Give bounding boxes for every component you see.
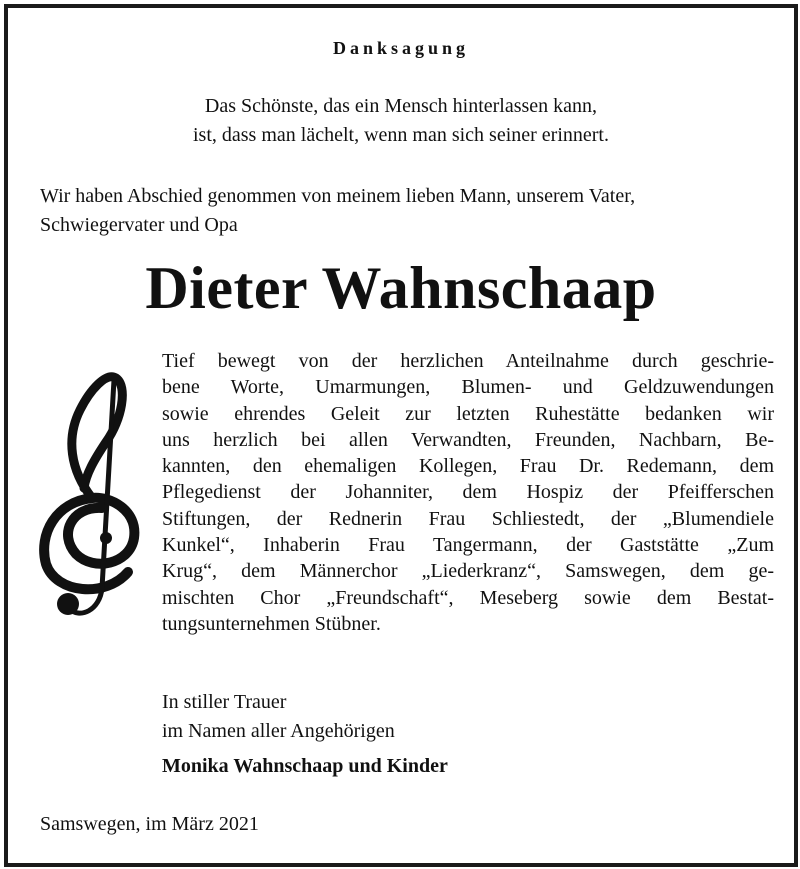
heading: Danksagung	[332, 38, 470, 58]
closing-line: im Namen aller Angehörigen	[162, 720, 395, 742]
closing-line: In stiller Trauer	[162, 691, 287, 713]
thanks-line: Stiftungen, der Rednerin Frau Schliestedt, der „Blumendiele	[162, 507, 774, 530]
closing-block	[162, 688, 448, 781]
thanks-line: uns herzlich bei allen Verwandten, Freunden, Nachbarn, Be-	[162, 428, 774, 451]
thanks-line: bene Worte, Umarmungen, Blumen- und Geldzuwendungen	[162, 376, 774, 399]
quote	[8, 92, 794, 150]
obituary-frame	[4, 4, 798, 867]
family-signature: Monika Wahnschaap und Kinder	[162, 755, 448, 777]
deceased-name: Dieter Wahnschaap	[145, 255, 657, 321]
thanks-line: Pflegedienst der Johanniter, dem Hospiz der Pfeifferschen	[162, 481, 774, 504]
thanks-line: mischten Chor „Freundschaft“, Meseberg sowie dem Bestat-	[162, 586, 774, 609]
thanks-line: Kunkel“, Inhaberin Frau Tangermann, der Gaststätte „Zum	[162, 534, 774, 557]
thanks-line: Tief bewegt von der herzlichen Anteilnahme durch geschrie-	[162, 350, 774, 372]
thanks-line: tungsunternehmen Stübner.	[162, 612, 381, 635]
intro-text	[40, 182, 762, 240]
treble-clef-icon	[36, 358, 148, 628]
thanks-line: Krug“, dem Männerchor „Liederkranz“, Samswegen, dem ge-	[162, 560, 774, 583]
thanks-line: kannten, den ehemaligen Kollegen, Frau Dr. Redemann, dem	[162, 455, 774, 478]
intro-line: Schwiegervater und Opa	[40, 214, 238, 236]
quote-line: ist, dass man lächelt, wenn man sich seiner erinnert.	[193, 124, 609, 146]
quote-line: Das Schönste, das ein Mensch hinterlassen kann,	[204, 95, 598, 117]
intro-line: Wir haben Abschied genommen von meinem lieben Mann, unserem Vater,	[40, 185, 636, 207]
thanks-text	[162, 348, 774, 637]
place-date: Samswegen, im März 2021	[40, 813, 259, 835]
thanks-line: sowie ehrendes Geleit zur letzten Ruhestätte bedanken wir	[162, 402, 774, 425]
